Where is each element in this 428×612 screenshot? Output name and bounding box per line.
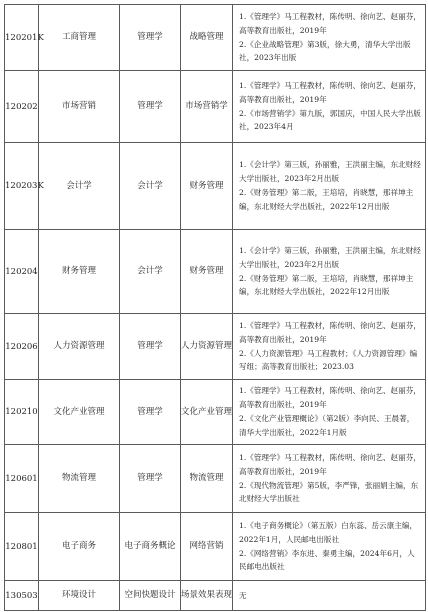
- table-row: [5, 143, 426, 230]
- exam-subject-cell: 网络营销: [181, 513, 233, 581]
- subject-cell: 空间快题设计: [120, 581, 181, 611]
- reference-books-cell: [233, 380, 426, 445]
- subject-cell: 管理学: [120, 314, 181, 380]
- reference-books-cell: [233, 581, 426, 611]
- major-code-cell: 120203K: [5, 143, 39, 230]
- table-row: [5, 380, 426, 445]
- subject-cell: 会计学: [120, 143, 181, 230]
- major-name-cell: 电子商务: [39, 513, 120, 581]
- major-code-cell: 120204: [5, 230, 39, 314]
- major-name-cell: 工商管理: [39, 5, 120, 71]
- major-name-cell: 环境设计: [39, 581, 120, 611]
- reference-book: 1.《管理学》马工程教材，陈传明、徐向艺、赵丽芬，高等教育出版社，2019年: [239, 386, 421, 410]
- major-name-cell: 物流管理: [39, 445, 120, 513]
- reference-books-cell: [233, 5, 426, 71]
- reference-book: 2.《企业战略管理》第3版，徐大勇，清华大学出版社，2023年出版: [239, 39, 411, 63]
- table-row: [5, 5, 426, 71]
- table-row: [5, 314, 426, 380]
- reference-book: 2.《人力资源管理》马工程教材；《人力资源管理》编写组；高等教育出版社；2023.03: [239, 348, 418, 372]
- major-code-cell: 120201K: [5, 5, 39, 71]
- major-code-cell: 120601: [5, 445, 39, 513]
- major-name-cell: 人力资源管理: [39, 314, 120, 380]
- exam-subject-cell: 战略管理: [181, 5, 233, 71]
- reference-books-cell: [233, 143, 426, 230]
- major-code-cell: 120206: [5, 314, 39, 380]
- reference-book: 2.《市场营销学》第九版，郭国庆，中国人民大学出版社，2023年4月: [239, 108, 421, 132]
- major-code-cell: 120202: [5, 71, 39, 143]
- table-row: [5, 71, 426, 143]
- reference-books-cell: [233, 230, 426, 314]
- exam-subject-cell: 物流管理: [181, 445, 233, 513]
- subject-cell: 管理学: [120, 380, 181, 445]
- major-code-cell: 130503: [5, 581, 39, 611]
- major-name-cell: 财务管理: [39, 230, 120, 314]
- major-code-cell: 120210: [5, 380, 39, 445]
- reference-book: 1.《会计学》第三版，孙丽雅，王洪丽主编，东北财经大学出版社，2023年2月出版: [239, 245, 421, 269]
- subject-cell: 管理学: [120, 5, 181, 71]
- reference-book: 1.《管理学》马工程教材，陈传明、徐向艺、赵丽芬，高等教育出版社，2019年: [239, 11, 421, 35]
- reference-book: 1.《管理学》马工程教材，陈传明、徐向艺、赵丽芬，高等教育出版社，2019年: [239, 320, 421, 344]
- reference-book: 2.《网络营销》李东进、秦勇主编，2024年6月，人民邮电出版社: [239, 548, 415, 572]
- subject-cell: 电子商务概论: [120, 513, 181, 581]
- reference-books-cell: [233, 445, 426, 513]
- reference-book: 1.《管理学》马工程教材，陈传明、徐向艺、赵丽芬，高等教育出版社，2019年: [239, 80, 421, 104]
- reference-books-cell: [233, 513, 426, 581]
- reference-book: 2.《财务管理》第二版，王培培，肖晓慧，那祥坤主编，东北财经大学出版社，2022年12月出版: [239, 273, 414, 297]
- major-code-cell: 120801: [5, 513, 39, 581]
- reference-books-cell: [233, 71, 426, 143]
- subject-cell: 会计学: [120, 230, 181, 314]
- exam-subjects-table: [4, 4, 426, 611]
- reference-books-cell: [233, 314, 426, 380]
- subject-cell: 管理学: [120, 445, 181, 513]
- major-name-cell: 市场营销: [39, 71, 120, 143]
- exam-subject-cell: 市场营销学: [181, 71, 233, 143]
- reference-book: 2.《文化产业管理概论》（第2版）李向民、王晨著，清华大学出版社，2022年1月版: [239, 414, 415, 437]
- table-row: [5, 581, 426, 611]
- subject-cell: 管理学: [120, 71, 181, 143]
- table-row: [5, 445, 426, 513]
- reference-book: 无: [239, 590, 247, 600]
- table-row: [5, 230, 426, 314]
- major-name-cell: 文化产业管理: [39, 380, 120, 445]
- exam-subject-cell: 财务管理: [181, 143, 233, 230]
- exam-subject-cell: 场景效果表现: [181, 581, 233, 611]
- exam-subject-cell: 人力资源管理: [181, 314, 233, 380]
- reference-book: 2.《财务管理》第二版，王培培，肖晓慧，那祥坤主编，东北财经大学出版社，2022年12月出版: [239, 188, 414, 211]
- major-name-cell: 会计学: [39, 143, 120, 230]
- exam-subject-cell: 财务管理: [181, 230, 233, 314]
- exam-subject-cell: 文化产业管理: [181, 380, 233, 445]
- table-row: [5, 513, 426, 581]
- reference-book: 1.《管理学》马工程教材，陈传明、徐向艺、赵丽芬，高等教育出版社，2019年: [239, 452, 421, 476]
- reference-book: 1.《会计学》第三版，孙丽雅，王洪丽主编，东北财经大学出版社，2023年2月出版: [239, 160, 421, 184]
- reference-book: 2.《现代物流管理》第5版，李严锋，张丽娟主编，东北财经大学出版社: [239, 480, 419, 504]
- reference-book: 1.《电子商务概论》（第五版）白东蕊、岳云康主编，2022年1月，人民邮电出版社: [239, 520, 418, 544]
